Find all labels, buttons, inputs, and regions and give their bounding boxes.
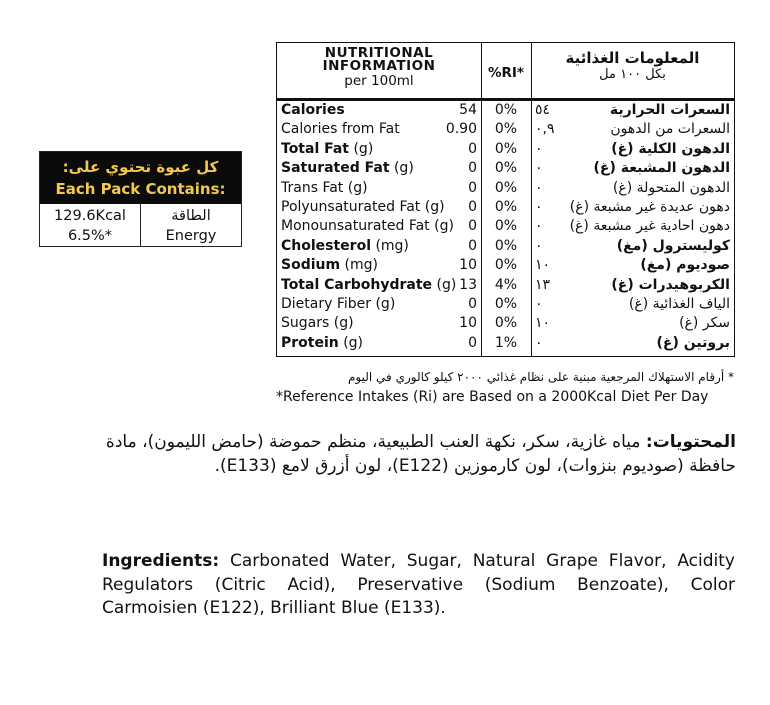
nutrient-ri: 0% [494, 160, 518, 177]
nutrient-name-ar: دهون عديدة غير مشبعة (غ) [569, 198, 730, 215]
nutrient-name-ar: بروتين (غ) [656, 334, 730, 351]
nutrient-name: Total Carbohydrate [281, 276, 433, 293]
nutrient-ri: 0% [494, 198, 518, 215]
nutrient-ri: 0% [494, 295, 518, 312]
nutrient-unit: (mg) [371, 237, 409, 254]
nutrition-header-ar [531, 49, 734, 83]
nutrient-value-ar: ٠ [535, 334, 543, 351]
nutrition-table [276, 42, 735, 357]
ingredients-text-en: Carbonated Water, Sugar, Natural Grape Flavor, Acidity Regulators (Citric Acid), Preservative (Sodium Benzoate), Color Carmoisien (E122), Brilliant Blue (E133). [102, 551, 735, 618]
nutrient-name: Calories [281, 102, 345, 118]
nutrition-row [277, 276, 734, 295]
nutrient-value-ar: ٠ [535, 295, 543, 312]
nutrient-value-ar: ١٣ [535, 276, 551, 293]
nutrient-label [281, 140, 373, 159]
nutrient-value: 0 [468, 179, 477, 196]
energy-title-ar: كل عبوة تحتوي على: [62, 158, 219, 176]
nutrient-name: Total Fat [281, 140, 350, 157]
nutrient-name: Sugars (g) [281, 315, 354, 332]
nutrient-value-ar: ٠ [535, 179, 543, 196]
ingredients-ar [100, 430, 736, 478]
nutrient-label [281, 295, 395, 314]
nutrient-ri: 0% [494, 121, 518, 138]
nutrient-ri: 0% [494, 140, 518, 157]
nutrient-value: 0 [468, 140, 477, 157]
nutrition-row [277, 159, 734, 178]
nutrition-row [277, 256, 734, 275]
reference-note-ar: * أرقام الاستهلاك المرجعية مبنية على نظام غذائي ٢٠٠٠ كيلو كالوري في اليوم [347, 370, 734, 384]
nutrition-title-en: NUTRITIONAL INFORMATION [322, 45, 436, 74]
nutrient-label [281, 159, 414, 178]
ingredients-text-ar: مياه غازية، سكر، نكهة العنب الطبيعية، منظم حموضة (حامض الليمون)، مادة حافظة (صوديوم بنزوات)، لون كارموزين (E122)، لون أزرق لامع (E133). [105, 432, 736, 476]
nutrient-name-ar: الدهون المشبعة (غ) [593, 160, 730, 177]
nutrient-value: 0 [468, 198, 477, 215]
nutrient-value-ar: ١٠ [535, 257, 551, 274]
nutrient-label [281, 314, 354, 333]
nutrient-value: 13 [459, 276, 477, 293]
nutrient-label [281, 198, 445, 217]
ri-header: %RI* [487, 65, 524, 81]
ingredients-en [102, 550, 735, 621]
nutrient-name: Saturated Fat [281, 160, 390, 177]
nutrient-value-ar: ١٠ [535, 315, 551, 332]
nutrient-name-ar: السعرات الحرارية [609, 102, 730, 118]
ingredients-label-en: Ingredients: [102, 551, 220, 571]
nutrient-name-ar: سكر (غ) [679, 315, 730, 332]
nutrient-value: 0 [468, 160, 477, 177]
nutrient-value-ar: ٠ [535, 237, 543, 254]
nutrient-value-ar: ٠,٩ [535, 121, 555, 138]
nutrient-value-ar: ٠ [535, 140, 543, 157]
nutrient-name-ar: كوليسترول (مغ) [616, 237, 730, 254]
nutrient-name-ar: السعرات من الدهون [610, 121, 730, 138]
nutrient-value-ar: ٥٤ [535, 102, 551, 118]
nutrition-row [277, 101, 734, 120]
nutrient-value: 10 [459, 257, 477, 274]
energy-box-header [40, 152, 241, 204]
nutrient-ri: 0% [494, 179, 518, 196]
nutrient-ri: 0% [494, 102, 518, 118]
nutrient-unit: (mg) [340, 257, 378, 274]
nutrition-row [277, 334, 734, 353]
energy-title-en: Each Pack Contains: [55, 180, 226, 198]
nutrient-name: Calories from Fat [281, 121, 400, 138]
nutrient-label [281, 256, 378, 275]
nutrition-row [277, 140, 734, 159]
nutrition-row [277, 217, 734, 236]
ingredients-label-ar: المحتويات: [645, 432, 736, 452]
nutrient-name-ar: دهون احادية غير مشبعة (غ) [569, 218, 730, 235]
nutrient-label [281, 179, 368, 198]
nutrient-name: Sodium [281, 257, 341, 274]
nutrition-row [277, 198, 734, 217]
nutrient-name: Dietary Fiber (g) [281, 295, 396, 312]
nutrient-unit: (g) [432, 276, 457, 293]
nutrition-header-en [277, 47, 481, 89]
nutrient-label [281, 334, 363, 353]
nutrient-label [281, 101, 345, 120]
nutrient-value: 0.90 [445, 121, 477, 138]
nutrient-name: Polyunsaturated Fat (g) [281, 198, 445, 215]
nutrient-ri: 0% [494, 315, 518, 332]
nutrient-ri: 0% [494, 257, 518, 274]
nutrient-label [281, 120, 400, 139]
nutrition-subtitle-en: per 100ml [344, 73, 414, 89]
nutrient-value: 0 [468, 218, 477, 235]
nutrient-label [281, 237, 409, 256]
nutrient-value-ar: ٠ [535, 218, 543, 235]
nutrient-value-ar: ٠ [535, 160, 543, 177]
nutrient-name-ar: الدهون المتحولة (غ) [612, 179, 730, 196]
energy-kcal: 129.6Kcal [54, 208, 126, 224]
nutrient-name: Cholesterol [281, 237, 371, 254]
nutrient-name-ar: صوديوم (مغ) [640, 257, 730, 274]
nutrition-row [277, 179, 734, 198]
nutrient-ri: 0% [494, 237, 518, 254]
nutrition-row [277, 314, 734, 333]
energy-label-ar: الطاقة [171, 208, 211, 224]
nutrient-ri: 4% [494, 276, 518, 293]
nutrient-label [281, 217, 454, 236]
nutrition-rows [277, 101, 734, 353]
nutrient-name: Trans Fat (g) [281, 179, 368, 196]
nutrition-subtitle-ar: بكل ١٠٠ مل [599, 67, 666, 82]
nutrient-value: 0 [468, 237, 477, 254]
nutrition-row [277, 237, 734, 256]
nutrient-value: 54 [459, 102, 477, 118]
nutrient-ri: 0% [494, 218, 518, 235]
nutrition-row [277, 120, 734, 139]
nutrient-value-ar: ٠ [535, 198, 543, 215]
nutrient-name-ar: الياف الغذائية (غ) [628, 295, 730, 312]
nutrient-ri: 1% [494, 334, 518, 351]
reference-note-en: *Reference Intakes (Ri) are Based on a 2000Kcal Diet Per Day [276, 389, 709, 405]
energy-box [39, 151, 242, 247]
nutrient-name-ar: الدهون الكلية (غ) [611, 140, 730, 157]
energy-percent: 6.5%* [67, 228, 113, 244]
nutrient-unit: (g) [338, 334, 364, 351]
nutrition-title-ar: المعلومات الغذائية [565, 49, 700, 67]
nutrient-value: 0 [468, 295, 477, 312]
nutrition-row [277, 295, 734, 314]
energy-label-en: Energy [165, 228, 217, 244]
nutrient-unit: (g) [389, 160, 414, 177]
nutrient-value: 0 [468, 334, 477, 351]
nutrient-name: Protein [281, 334, 339, 351]
nutrient-value: 10 [459, 315, 477, 332]
nutrient-label [281, 276, 456, 295]
nutrient-name-ar: الكربوهيدرات (غ) [611, 276, 730, 293]
nutrient-unit: (g) [349, 140, 374, 157]
nutrient-name: Monounsaturated Fat (g) [281, 218, 454, 235]
